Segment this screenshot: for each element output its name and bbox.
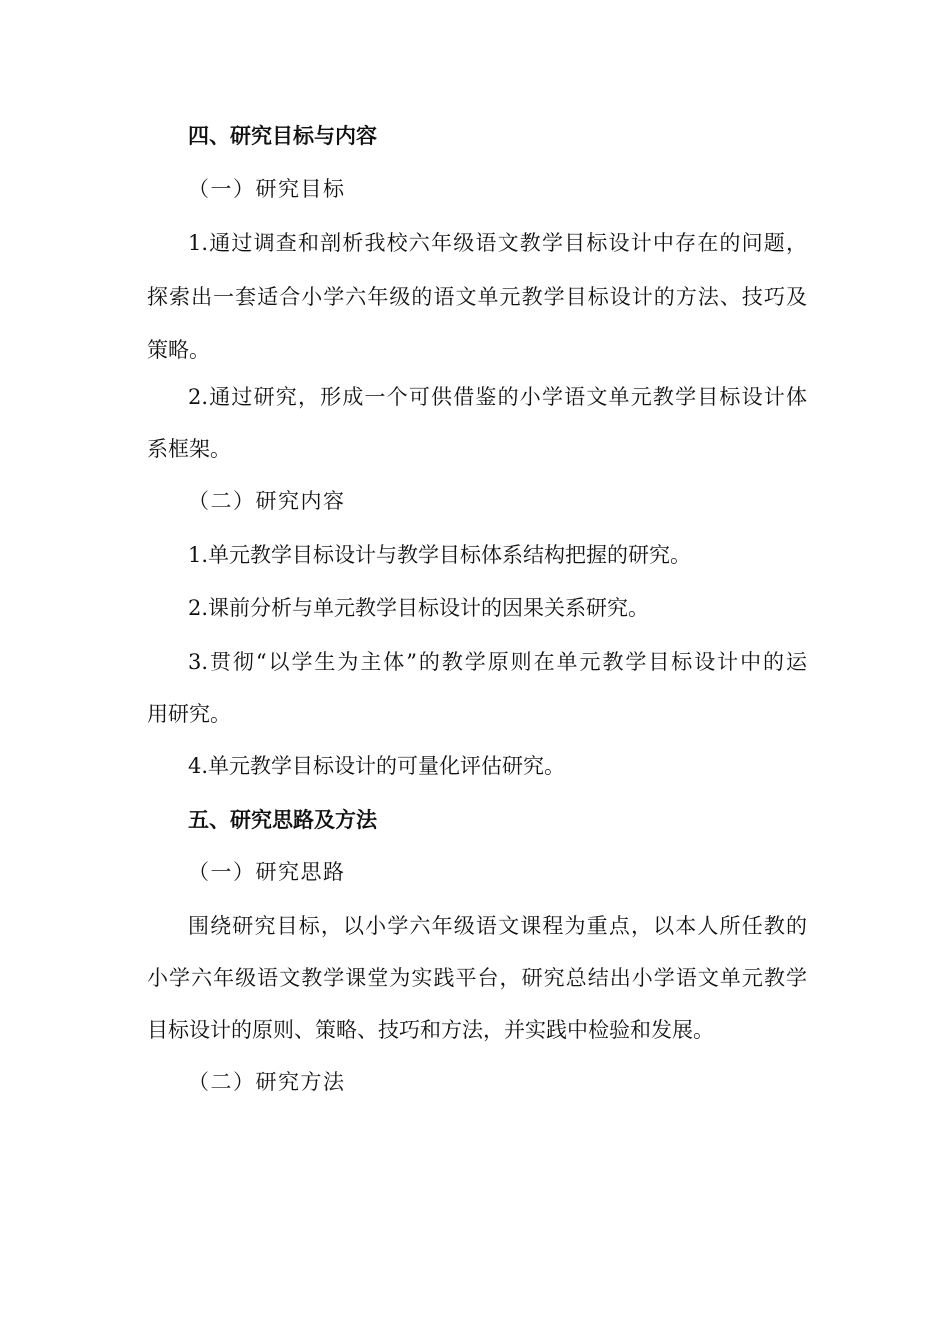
goal-1-line-1: 1.通过调查和剖析我校六年级语文教学目标设计中存在的问题， — [188, 231, 807, 255]
section-4-1-heading: （一）研究目标 — [188, 177, 346, 201]
approach-line-1: 围绕研究目标，以小学六年级语文课程为重点，以本人所任教的 — [188, 914, 807, 938]
section-5-heading: 五、研究思路及方法 — [188, 808, 377, 832]
content-4: 4.单元教学目标设计的可量化评估研究。 — [188, 754, 566, 778]
goal-1-line-3: 策略。 — [147, 338, 210, 362]
goal-2-line-2: 系框架。 — [147, 437, 231, 461]
goal-1-line-2: 探索出一套适合小学六年级的语文单元教学目标设计的方法、技巧及 — [147, 285, 807, 309]
section-4-heading: 四、研究目标与内容 — [188, 124, 377, 148]
content-1: 1.单元教学目标设计与教学目标体系结构把握的研究。 — [188, 543, 692, 567]
content-3-line-2: 用研究。 — [147, 702, 231, 726]
approach-line-3: 目标设计的原则、策略、技巧和方法，并实践中检验和发展。 — [147, 1018, 714, 1042]
section-5-2-heading: （二）研究方法 — [188, 1070, 346, 1094]
approach-line-2: 小学六年级语文教学课堂为实践平台，研究总结出小学语文单元教学 — [147, 966, 807, 990]
section-5-1-heading: （一）研究思路 — [188, 860, 346, 884]
content-3-line-1: 3.贯彻“以学生为主体”的教学原则在单元教学目标设计中的运 — [188, 650, 807, 674]
section-4-2-heading: （二）研究内容 — [188, 489, 346, 513]
content-2: 2.课前分析与单元教学目标设计的因果关系研究。 — [188, 596, 650, 620]
goal-2-line-1: 2.通过研究，形成一个可供借鉴的小学语文单元教学目标设计体 — [188, 385, 807, 409]
